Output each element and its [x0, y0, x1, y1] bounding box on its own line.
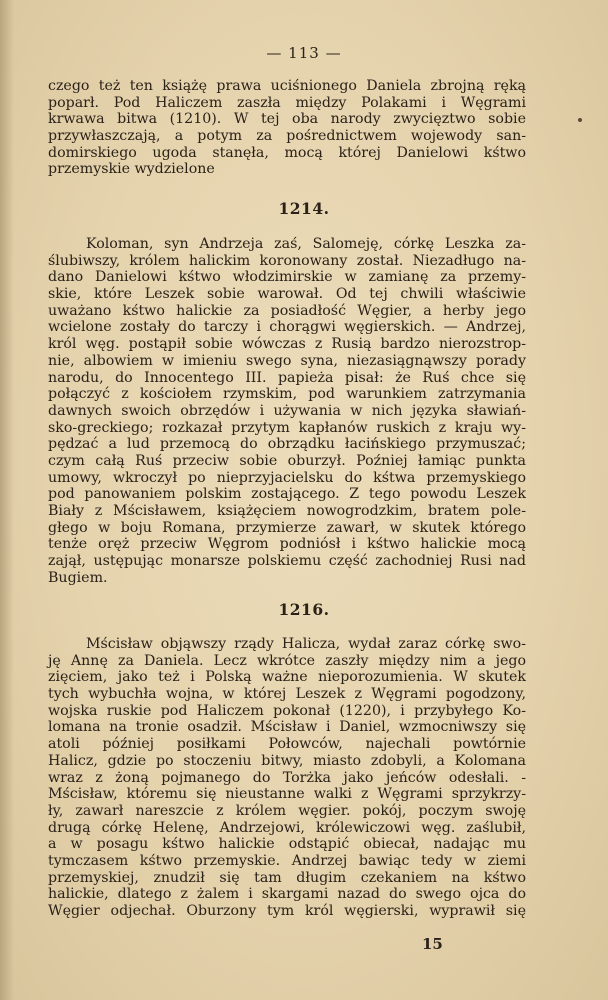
text-line: Halicz, gdzie po stoczeniu bitwy, miasto zdobyli, a Kolomana	[48, 752, 526, 769]
text-line: krwawa bitwa (1210). W tej oba narody zwycięztwo sobie	[48, 111, 526, 128]
text-line: pod panowaniem polskim zostającego. Z tego powodu Leszek	[48, 486, 526, 503]
text-line: tych wybuchła wojna, w której Leszek z Węgrami pogodzony,	[48, 686, 526, 703]
text-line: Koloman, syn Andrzeja zaś, Salomeję, córkę Leszka za-	[86, 236, 526, 252]
binding-shadow	[0, 0, 14, 1000]
text-line: zajął, ustępując monarsze polskiemu część zachodniej Rusi nad	[48, 553, 526, 570]
text-line: tymczasem kśtwo przemyskie. Andrzej bawiąc tedy w ziemi	[48, 852, 526, 869]
text-line: głego w boju Romana, przymierze zawarł, w skutek którego	[48, 519, 526, 536]
text-line: nie, albowiem w imieniu swego syna, niezasiągnąwszy porady	[48, 352, 526, 369]
text-line: dawnych swoich obrzędów i używania w nich języka sławiań-	[48, 402, 526, 419]
text-line: przemyskie wydzielone	[48, 161, 215, 178]
text-line: umowy, wkroczył po nieprzyjacielsku do kśtwa przemyskiego	[48, 469, 526, 486]
text-line: uważano kśtwo halickie za posiadłość Węgier, a herby jego	[48, 302, 526, 319]
text-line: zięciem, jako też i Polską ważne nieporozumienia. W skutek	[48, 669, 526, 686]
text-line: a w posagu kśtwo halickie odstąpić obiecał, nadając mu	[48, 836, 526, 853]
text-line: ślubiwszy, królem halickim koronowany został. Niezadługo na-	[48, 252, 526, 269]
text-line: Mścisław, któremu się nieustanne walki z Węgrami sprzykrzy-	[48, 786, 526, 803]
heading-1214: 1214.	[278, 199, 330, 218]
text-line: tenże oręż przeciw Węgrom podniósł i kśtwo halickie mocą	[48, 536, 526, 553]
text-line: narodu, do Innocentego III. papieża pisał: że Ruś chce się	[48, 369, 526, 386]
text-line: wraz z żoną pojmanego do Torżka jako jeńców odesłali. -	[48, 769, 526, 786]
text-line: połączyć z kościołem rzymskim, pod warunkiem zatrzymania	[48, 386, 526, 403]
text-line: ję Annę za Daniela. Lecz wkrótce zaszły między nim a jego	[48, 652, 526, 669]
paragraph-intro	[48, 78, 526, 178]
text-line: przemyskiej, znudził się tam długim czekaniem na kśtwo	[48, 869, 526, 886]
text-line: poparł. Pod Haliczem zaszła między Polakami i Węgrami	[48, 94, 526, 111]
text-line: ły, zawarł nareszcie z królem węgier. pokój, poczym swoję	[48, 802, 526, 819]
paragraph-1216	[48, 636, 526, 920]
text-line: dano Danielowi kśtwo włodzimirskie w zamianę za przemy-	[48, 269, 526, 286]
signature-mark: 15	[422, 935, 443, 953]
text-line: pędzać a lud przemocą do obrządku łacińskiego przymuszać;	[48, 436, 526, 453]
text-line: wcielone zostały do tarczy i chorągwi węgierskich. — Andrzej,	[48, 319, 526, 336]
text-line: lomana na tronie osadził. Mścisław i Daniel, wzmocniwszy się	[48, 719, 526, 736]
heading-1216: 1216.	[278, 600, 330, 619]
text-line: Bugiem.	[48, 569, 108, 586]
paragraph-1214	[48, 236, 526, 586]
text-line: król węg. postąpił sobie wówczas z Rusią bardzo nierozstrop-	[48, 336, 526, 353]
text-line: Węgier odjechał. Oburzony tym król węgierski, wyprawił się	[48, 903, 526, 919]
text-line: wojska ruskie pod Haliczem pokonał (1220), i przybyłego Ko-	[48, 702, 526, 719]
ink-speck	[578, 118, 582, 122]
text-line: Mścisław objąwszy rządy Halicza, wydał zaraz córkę swo-	[86, 636, 526, 652]
text-line: halickie, dlatego z żalem i skargami nazad do swego ojca do	[48, 886, 526, 903]
text-line: czego też ten książę prawa uciśnionego Daniela zbrojną ręką	[48, 78, 526, 94]
text-line: sko-greckiego; rozkazał przytym kapłanów ruskich z kraju wy-	[48, 419, 526, 436]
text-line: domirskiego ugoda stanęła, mocą której Danielowi kśtwo	[48, 144, 526, 161]
text-line: Biały z Mścisławem, książęciem nowogrodzkim, bratem pole-	[48, 503, 526, 519]
text-line: przywłaszczają, a potym za pośrednictwem wojewody san-	[48, 128, 526, 145]
text-line: drugą córkę Helenę, Andrzejowi, królewiczowi węg. zaślubił,	[48, 819, 526, 836]
text-line: atoli później posiłkami Połowców, najechali powtórnie	[48, 736, 526, 753]
text-line: skie, które Leszek sobie warował. Od tej chwili właściwie	[48, 286, 526, 303]
page-number: — 113 —	[266, 44, 342, 62]
text-line: czym całą Ruś przeciw sobie oburzył. Poźniej łamiąc punkta	[48, 452, 526, 469]
